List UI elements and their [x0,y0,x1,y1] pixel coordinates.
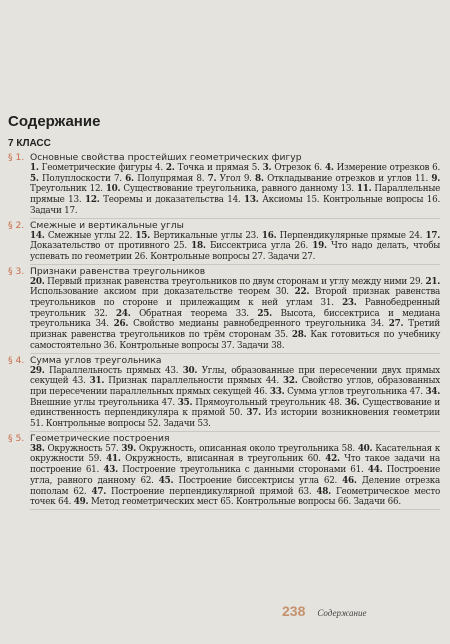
section-entries [30,163,440,217]
section-mark: § 4. [8,354,25,366]
entry-number: 7. [207,173,217,184]
section-title: Сумма углов треугольника [30,354,162,366]
grade-heading: 7 КЛАСС [8,138,51,149]
entry-text: Свойство медианы равнобедренного треугольника 34. [133,319,384,330]
entry-number: 27. [388,319,404,330]
toc-section [8,152,440,219]
entry-text: Второй признак равенства треугольников по стороне и прилежащим к ней углам 31. [30,287,441,309]
section-mark: § 3. [8,265,25,277]
section-title: Признаки равенства треугольников [30,265,206,277]
entry-number: 45. [158,475,174,486]
entry-number: 26. [113,319,129,330]
entry-text: Геометрическое место точек 64. [30,486,441,508]
page-number: 238 [282,603,306,619]
entry-text: Биссектриса угла 26. [209,241,308,252]
entry-text: Окружность, описанная около треугольника 58. [138,443,355,454]
entry-text: Прямоугольный треугольник 48. [195,397,342,408]
entry-text: Параллельные прямые 13. [30,184,441,206]
section-entries [30,366,440,430]
entry-number: 32. [283,376,298,387]
section-title: Основные свойства простейших геометрических фигур [30,152,302,163]
entry-number: 37. [246,408,261,419]
entry-number: 15. [135,230,150,241]
entry-number: 24. [115,308,131,319]
entry-number: 38. [30,443,45,454]
page-footer [282,603,366,619]
entry-number: 30. [182,365,198,376]
entry-number: 4. [324,163,334,173]
section-heading [8,152,440,163]
section-divider [30,509,440,510]
entry-text: Существование и единственность перпендикуляра к прямой 50. [30,397,441,419]
entry-text: Задачи 66. [353,497,401,508]
section-mark: § 5. [8,432,25,444]
entry-text: Точка и прямая 5. [177,163,260,173]
entry-number: 29. [30,365,45,376]
entry-text: Использование аксиом при доказательстве теорем 30. [30,287,289,298]
entry-number: 44. [367,465,383,476]
entry-text: Сумма углов треугольника 47. [287,386,423,397]
entry-text: Вертикальные углы 23. [153,230,259,241]
entry-text: Равнобедренный треугольник 32. [30,298,441,319]
entry-text: Геометрические фигуры 4. [41,163,163,173]
section-divider [30,353,440,354]
entry-number: 47. [91,486,107,497]
entry-number: 49. [73,497,89,508]
toc-section [8,266,440,354]
section-heading [8,266,440,277]
page-title: Содержание [8,113,101,130]
entry-text: Как готовиться по учебнику самостоятельно 36. [30,330,441,351]
entry-text: Третий признак равенства треугольников по трём сторонам 35. [30,319,441,341]
entry-number: 31. [89,376,105,387]
entry-number: 25. [257,308,272,319]
entry-number: 9. [431,173,441,184]
entry-text: Существование треугольника, равного данному 13. [123,184,354,195]
entry-text: Построение треугольника с данными сторонами 61. [122,465,364,476]
section-mark: § 2. [8,219,25,231]
toc-section [8,433,440,510]
entry-text: Построение угла, равного данному 62. [30,465,441,486]
entry-text: Задачи 17. [30,205,78,216]
section-heading [8,433,440,444]
entry-number: 3. [262,163,272,173]
entry-number: 5. [30,173,39,184]
entry-text: Контрольные вопросы 66. [236,497,352,508]
entry-number: 39. [121,443,136,454]
entry-text: Контрольные вопросы 27. [150,251,266,262]
entry-text: Метод геометрических мест 65. [90,497,234,508]
entry-number: 6. [125,173,134,184]
entry-text: Угол 9. [219,173,252,184]
entry-text: Параллельность прямых 43. [49,365,179,376]
entry-number: 12. [85,195,100,206]
section-entries [30,277,440,352]
entry-text: Окружность, вписанная в треугольник 60. [125,454,321,465]
toc-section [8,220,440,265]
entry-text: Окружность 57. [47,443,119,454]
entry-text: Доказательство от противного 25. [30,241,187,252]
section-title: Геометрические построения [30,432,170,444]
toc-section [8,355,440,432]
section-heading [8,355,440,366]
section-divider [30,264,440,265]
section-divider [30,218,440,219]
entry-text: Треугольник 12. [30,184,103,195]
entry-number: 21. [425,276,441,287]
entry-text: Полуплоскости 7. [42,173,122,184]
entry-text: Контрольные вопросы 16. [322,195,441,206]
entry-text: Перпендикулярные прямые 24. [279,230,423,241]
section-entries [30,231,440,263]
section-mark: § 1. [8,152,25,163]
entry-number: 10. [105,184,121,195]
entry-text: Внешние углы треугольника 47. [30,397,175,408]
entry-text: Теоремы и доказательства 14. [103,195,241,206]
entry-number: 1. [30,163,39,173]
section-entries [30,444,440,508]
entry-text: Смежные углы 22. [47,230,133,241]
entry-text: Углы, образованные при пересечении двух прямых секущей 43. [30,365,441,387]
entry-number: 33. [269,386,285,397]
entry-number: 36. [344,397,360,408]
entry-text: Свойство углов, образованных при пересечении параллельных прямых секущей 46. [30,376,441,397]
entry-text: Задачи 38. [236,340,285,351]
entry-number: 23. [342,298,357,309]
entry-number: 11. [356,184,372,195]
entry-text: Построение биссектрисы угла 62. [178,475,338,486]
entry-text: Обратная теорема 33. [139,308,249,319]
entry-text: Откладывание отрезков и углов 11. [267,173,429,184]
entry-number: 17. [425,230,441,241]
entry-number: 34. [425,386,441,397]
section-divider [30,431,440,432]
entry-text: Контрольные вопросы 37. [119,340,235,351]
entry-text: Задачи 27. [267,251,316,262]
entry-number: 43. [103,465,118,476]
entry-number: 22. [294,287,310,298]
entry-number: 35. [177,397,193,408]
entry-text: Что надо делать, чтобы успевать по геометрии 26. [30,241,441,262]
entry-number: 28. [291,330,307,341]
entry-text: Полупрямая 8. [137,173,205,184]
entry-text: Высота, биссектриса и медиана треугольника 34. [30,308,441,330]
entry-number: 8. [255,173,264,184]
section-title: Смежные и вертикальные углы [30,219,184,231]
entry-text: Задачи 53. [163,419,211,430]
entry-text: Измерение отрезков 6. [336,163,441,173]
entry-text: Первый признак равенства треугольников по двум сторонам и углу между ними 29. [47,276,423,287]
entry-number: 19. [312,241,327,252]
entry-number: 42. [325,454,340,465]
entry-number: 14. [30,230,45,241]
entry-number: 18. [191,241,206,252]
section-heading [8,220,440,231]
entry-text: Что такое задачи на построение 61. [30,454,441,476]
table-of-contents [8,152,440,511]
entry-number: 41. [106,454,121,465]
entry-text: Контрольные вопросы 52. [45,419,161,430]
entry-text: Аксиомы 15. [262,195,320,206]
entry-number: 2. [165,163,175,173]
entry-number: 46. [342,475,357,486]
entry-number: 13. [244,195,259,206]
entry-number: 16. [261,230,277,241]
entry-number: 48. [316,486,331,497]
entry-text: Построение перпендикулярной прямой 63. [111,486,312,497]
entry-text: Признак параллельности прямых 44. [108,376,279,387]
entry-number: 40. [357,443,373,454]
entry-text: Касательная к окружности 59. [30,443,441,465]
entry-number: 20. [30,276,45,287]
entry-text: Отрезок 6. [274,163,322,173]
entry-text: Из истории возникновения геометрии 51. [30,408,441,430]
entry-text: Деление отрезка пополам 62. [30,475,441,497]
running-head: Содержание [317,608,367,618]
